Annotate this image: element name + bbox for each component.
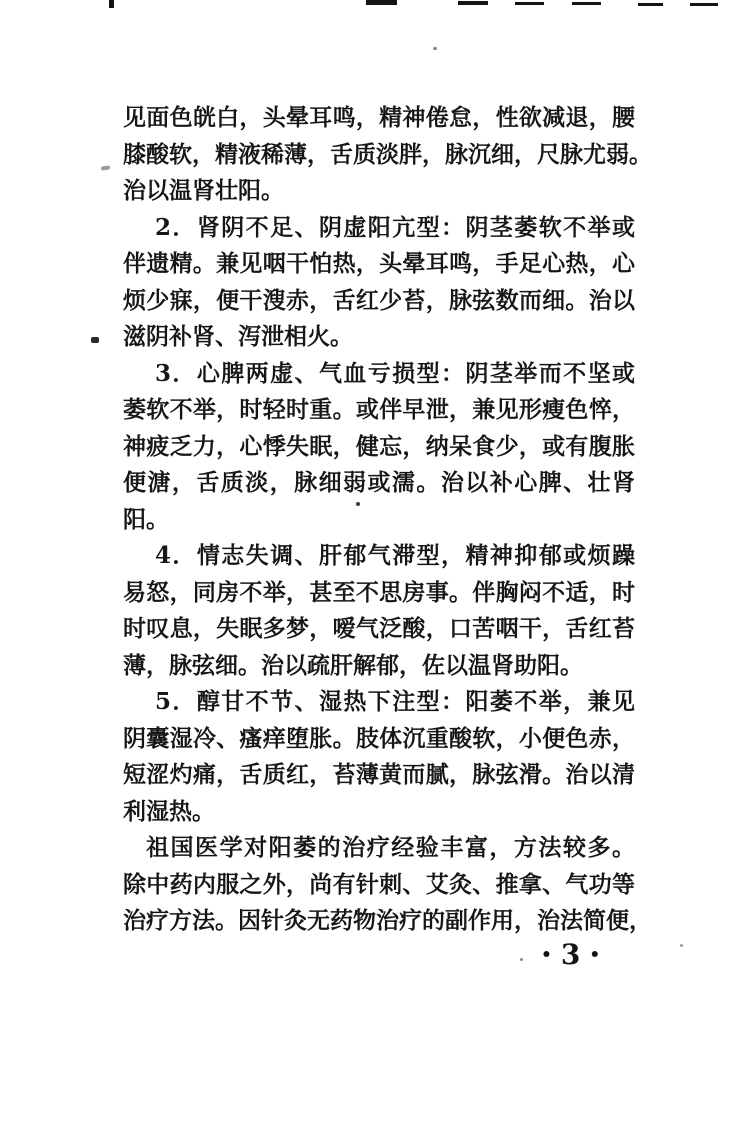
text-line: 4．情志失调、肝郁气滞型，精神抑郁或烦躁 (155, 542, 635, 569)
text-line: 薄，脉弦细。治以疏肝解郁，佐以温肾助阳。 (123, 651, 583, 679)
paragraph (123, 538, 635, 684)
text-line: 阴囊湿冷、瘙痒堕胀。肢体沉重酸软，小便色赤， (123, 724, 635, 752)
scan-speck (520, 958, 523, 961)
text-line: 滋阴补肾、泻泄相火。 (123, 323, 353, 350)
text-line: 时叹息，失眠多梦，嗳气泛酸，口苦咽干，舌红苔 (123, 615, 635, 642)
paragraph (123, 356, 635, 539)
text-line: 3．心脾两虚、气血亏损型：阴茎举而不坚或 (155, 359, 635, 387)
text-line: 除中药内服之外，尚有针刺、艾灸、推拿、气功等 (123, 870, 635, 898)
text-line: 5．醇甘不节、湿热下注型：阳萎不举，兼见 (155, 688, 635, 715)
scan-artifact (572, 2, 601, 5)
text-line: 便溏，舌质淡，脉细弱或濡。治以补心脾、壮肾 (123, 469, 635, 496)
scan-speck (91, 337, 99, 343)
scan-artifact (515, 2, 544, 5)
text-line: 治疗方法。因针灸无药物治疗的副作用，治法简便， (123, 907, 652, 934)
body-text (123, 100, 652, 940)
text-line: 利湿热。 (123, 797, 215, 825)
text-line: 伴遗精。兼见咽干怕热，头晕耳鸣，手足心热，心 (123, 250, 635, 277)
text-line: 2．肾阴不足、阴虚阳亢型：阴茎萎软不举或 (155, 213, 635, 241)
page-number (541, 938, 601, 971)
scan-artifact (109, 0, 114, 8)
text-line: 治以温肾壮阳。 (123, 177, 284, 204)
text-line: 易怒，同房不举，甚至不思房事。伴胸闷不适，时 (123, 578, 635, 606)
paragraph (123, 210, 635, 356)
scan-artifact (458, 1, 488, 5)
scan-speck (101, 165, 110, 170)
scan-speck (433, 47, 437, 50)
page-number-left-dot: • (541, 944, 552, 965)
page-number-right-dot: • (589, 944, 601, 965)
text-line: 短涩灼痛，舌质红，苔薄黄而腻，脉弦滑。治以清 (123, 761, 635, 788)
text-line: 萎软不举，时轻时重。或伴早泄，兼见形瘦色悴， (123, 396, 635, 423)
scan-artifact (638, 3, 663, 6)
text-line: 祖国医学对阳萎的治疗经验丰富，方法较多。 (146, 834, 635, 861)
text-line: 神疲乏力，心悸失眠，健忘，纳呆食少，或有腹胀 (123, 432, 635, 460)
scan-speck (680, 944, 683, 947)
text-line: 膝酸软，精液稀薄，舌质淡胖，脉沉细，尺脉尤弱。 (123, 140, 652, 168)
paragraph (123, 684, 635, 830)
page-number-value: 3 (560, 938, 581, 971)
paragraph (123, 100, 652, 210)
text-line: 阳。 (123, 505, 169, 533)
text-line: 见面色㿠白，头晕耳鸣，精神倦怠，性欲减退，腰 (123, 104, 635, 131)
scan-artifact (690, 3, 718, 6)
paragraph (123, 830, 652, 940)
text-line: 烦少寐，便干溲赤，舌红少苔，脉弦数而细。治以 (123, 286, 635, 314)
scan-artifact (366, 0, 397, 5)
